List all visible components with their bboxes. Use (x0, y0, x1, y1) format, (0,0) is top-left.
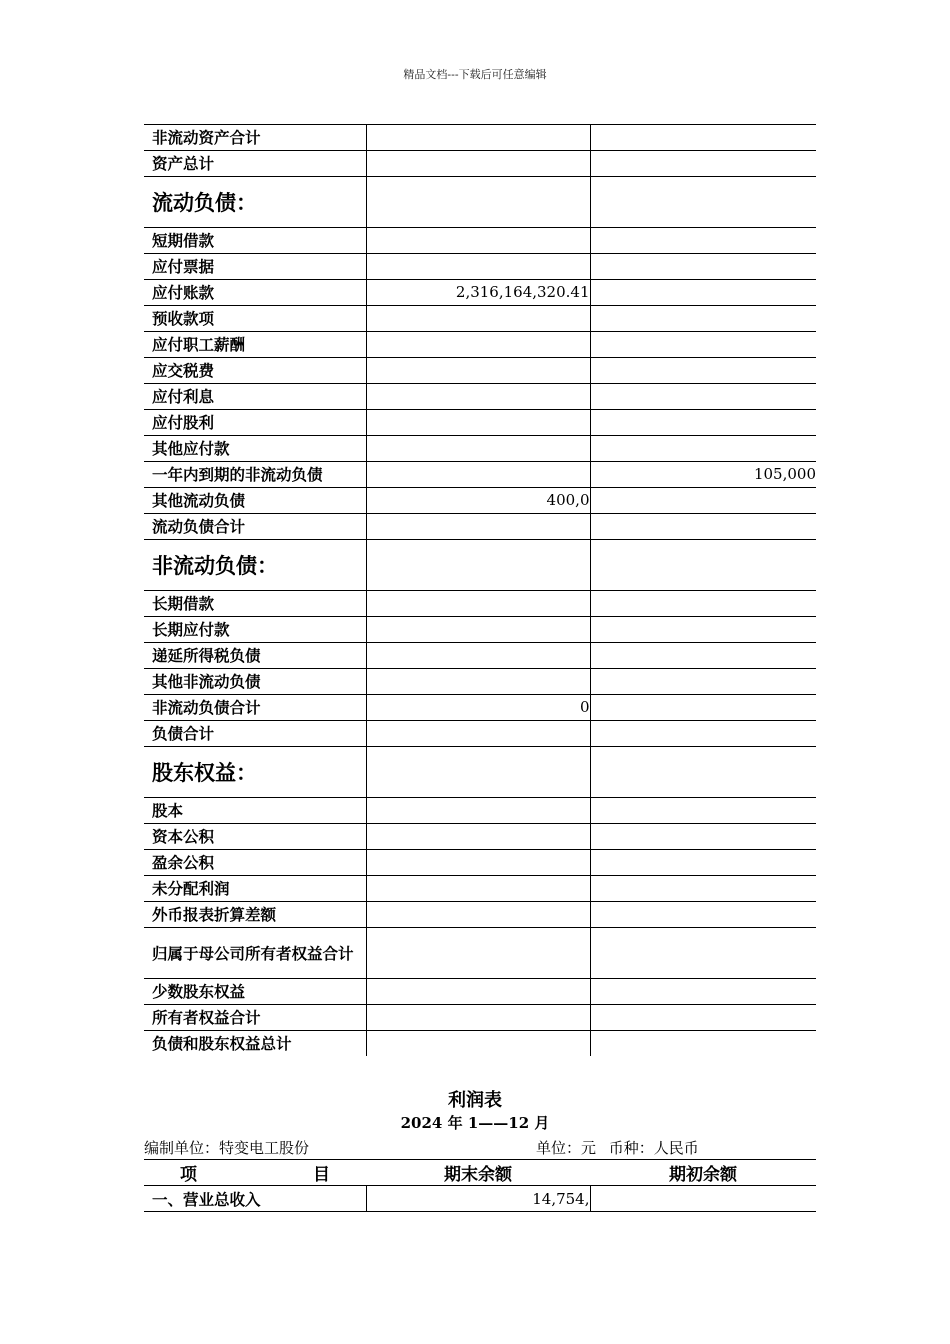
balance-sheet-table (144, 124, 816, 1056)
begin-balance-cell (590, 695, 816, 721)
row-label: 流动负债： (144, 177, 366, 228)
table-row (144, 514, 816, 540)
row-label: 应付票据 (144, 254, 366, 280)
company-label: 编制单位：特变电工股份 (144, 1139, 310, 1157)
table-row (144, 462, 816, 488)
table-row (144, 1031, 816, 1057)
table-row (144, 125, 816, 151)
table-row (144, 410, 816, 436)
row-label: 其他流动负债 (144, 488, 366, 514)
table-row (144, 617, 816, 643)
table-row (144, 850, 816, 876)
table-row (144, 1005, 816, 1031)
end-balance-cell: 400,0 (366, 488, 590, 514)
income-statement-table (144, 1159, 816, 1212)
end-balance-cell (366, 384, 590, 410)
row-label: 非流动负债合计 (144, 695, 366, 721)
row-label: 应付股利 (144, 410, 366, 436)
end-balance-cell (366, 979, 590, 1005)
end-balance-cell (366, 902, 590, 928)
begin-balance-cell (590, 125, 816, 151)
begin-balance-cell (590, 669, 816, 695)
end-balance-cell (366, 850, 590, 876)
begin-balance-cell (590, 1186, 816, 1212)
end-balance-cell (366, 1005, 590, 1031)
row-label: 短期借款 (144, 228, 366, 254)
unit-currency-label: 单位：元 币种：人民币 (536, 1139, 699, 1157)
table-row (144, 928, 816, 979)
table-row (144, 824, 816, 850)
row-label: 应交税费 (144, 358, 366, 384)
row-label: 其他应付款 (144, 436, 366, 462)
row-label: 负债和股东权益总计 (144, 1031, 366, 1057)
row-label: 资本公积 (144, 824, 366, 850)
end-balance-cell (366, 151, 590, 177)
begin-balance-cell (590, 540, 816, 591)
table-row (144, 254, 816, 280)
table-row (144, 540, 816, 591)
income-statement-meta (144, 1137, 816, 1157)
table-row (144, 876, 816, 902)
begin-balance-cell (590, 617, 816, 643)
end-balance-cell (366, 591, 590, 617)
end-balance-cell (366, 798, 590, 824)
end-balance-cell (366, 177, 590, 228)
begin-balance-cell (590, 280, 816, 306)
begin-balance-cell (590, 798, 816, 824)
row-label: 非流动负债： (144, 540, 366, 591)
end-balance-cell (366, 824, 590, 850)
table-row (144, 798, 816, 824)
begin-balance-cell (590, 979, 816, 1005)
table-row (144, 436, 816, 462)
row-label: 资产总计 (144, 151, 366, 177)
table-row (144, 902, 816, 928)
table-row (144, 695, 816, 721)
begin-balance-cell (590, 384, 816, 410)
row-label: 流动负债合计 (144, 514, 366, 540)
row-label: 长期应付款 (144, 617, 366, 643)
row-label: 预收款项 (144, 306, 366, 332)
col-end-balance-header: 期末余额 (366, 1160, 590, 1186)
end-balance-cell (366, 514, 590, 540)
begin-balance-cell (590, 747, 816, 798)
end-balance-cell (366, 254, 590, 280)
table-row (144, 280, 816, 306)
begin-balance-cell (590, 824, 816, 850)
table-row (144, 488, 816, 514)
row-label: 应付利息 (144, 384, 366, 410)
end-balance-cell (366, 228, 590, 254)
row-label: 所有者权益合计 (144, 1005, 366, 1031)
table-row (144, 306, 816, 332)
row-label: 递延所得税负债 (144, 643, 366, 669)
begin-balance-cell (590, 902, 816, 928)
row-label: 一年内到期的非流动负债 (144, 462, 366, 488)
begin-balance-cell (590, 514, 816, 540)
table-row (144, 358, 816, 384)
end-balance-cell (366, 928, 590, 979)
row-label: 长期借款 (144, 591, 366, 617)
table-row (144, 228, 816, 254)
begin-balance-cell (590, 254, 816, 280)
table-row (144, 177, 816, 228)
table-row (144, 384, 816, 410)
row-label: 应付职工薪酬 (144, 332, 366, 358)
begin-balance-cell (590, 928, 816, 979)
begin-balance-cell (590, 721, 816, 747)
begin-balance-cell (590, 1005, 816, 1031)
end-balance-cell (366, 436, 590, 462)
table-row (144, 747, 816, 798)
balance-sheet-body (144, 125, 816, 1057)
row-label: 盈余公积 (144, 850, 366, 876)
page-header: 精品文档---下载后可任意编辑 (403, 68, 547, 81)
end-balance-cell (366, 306, 590, 332)
end-balance-cell (366, 747, 590, 798)
income-header-row (144, 1160, 816, 1186)
col-item-header: 项 目 (144, 1160, 366, 1186)
row-label: 应付账款 (144, 280, 366, 306)
end-balance-cell (366, 410, 590, 436)
row-label: 一、营业总收入 (144, 1186, 366, 1212)
income-statement-period: 2024 年 1——12 月 (400, 1114, 550, 1132)
end-balance-cell (366, 617, 590, 643)
row-label: 归属于母公司所有者权益合计 (144, 928, 366, 979)
row-label: 股东权益： (144, 747, 366, 798)
table-row (144, 591, 816, 617)
income-statement-title: 利润表 (448, 1090, 502, 1111)
end-balance-cell: 0 (366, 695, 590, 721)
table-row (144, 1186, 816, 1212)
begin-balance-cell (590, 228, 816, 254)
begin-balance-cell (590, 591, 816, 617)
begin-balance-cell (590, 332, 816, 358)
row-label: 少数股东权益 (144, 979, 366, 1005)
begin-balance-cell (590, 177, 816, 228)
begin-balance-cell (590, 358, 816, 384)
end-balance-cell (366, 125, 590, 151)
end-balance-cell (366, 721, 590, 747)
table-row (144, 332, 816, 358)
end-balance-cell (366, 540, 590, 591)
table-row (144, 669, 816, 695)
begin-balance-cell (590, 850, 816, 876)
table-row (144, 979, 816, 1005)
col-begin-balance-header: 期初余额 (590, 1160, 816, 1186)
row-label: 其他非流动负债 (144, 669, 366, 695)
table-row (144, 151, 816, 177)
row-label: 负债合计 (144, 721, 366, 747)
row-label: 股本 (144, 798, 366, 824)
begin-balance-cell (590, 643, 816, 669)
income-statement-body (144, 1186, 816, 1212)
begin-balance-cell (590, 436, 816, 462)
end-balance-cell (366, 669, 590, 695)
end-balance-cell: 2,316,164,320.41 (366, 280, 590, 306)
end-balance-cell (366, 1031, 590, 1057)
table-row (144, 643, 816, 669)
begin-balance-cell (590, 876, 816, 902)
table-row (144, 721, 816, 747)
begin-balance-cell (590, 488, 816, 514)
begin-balance-cell (590, 1031, 816, 1057)
end-balance-cell: 14,754, (366, 1186, 590, 1212)
end-balance-cell (366, 876, 590, 902)
end-balance-cell (366, 462, 590, 488)
begin-balance-cell (590, 306, 816, 332)
row-label: 未分配利润 (144, 876, 366, 902)
begin-balance-cell (590, 410, 816, 436)
end-balance-cell (366, 358, 590, 384)
end-balance-cell (366, 643, 590, 669)
row-label: 外币报表折算差额 (144, 902, 366, 928)
row-label: 非流动资产合计 (144, 125, 366, 151)
begin-balance-cell: 105,000 (590, 462, 816, 488)
end-balance-cell (366, 332, 590, 358)
begin-balance-cell (590, 151, 816, 177)
